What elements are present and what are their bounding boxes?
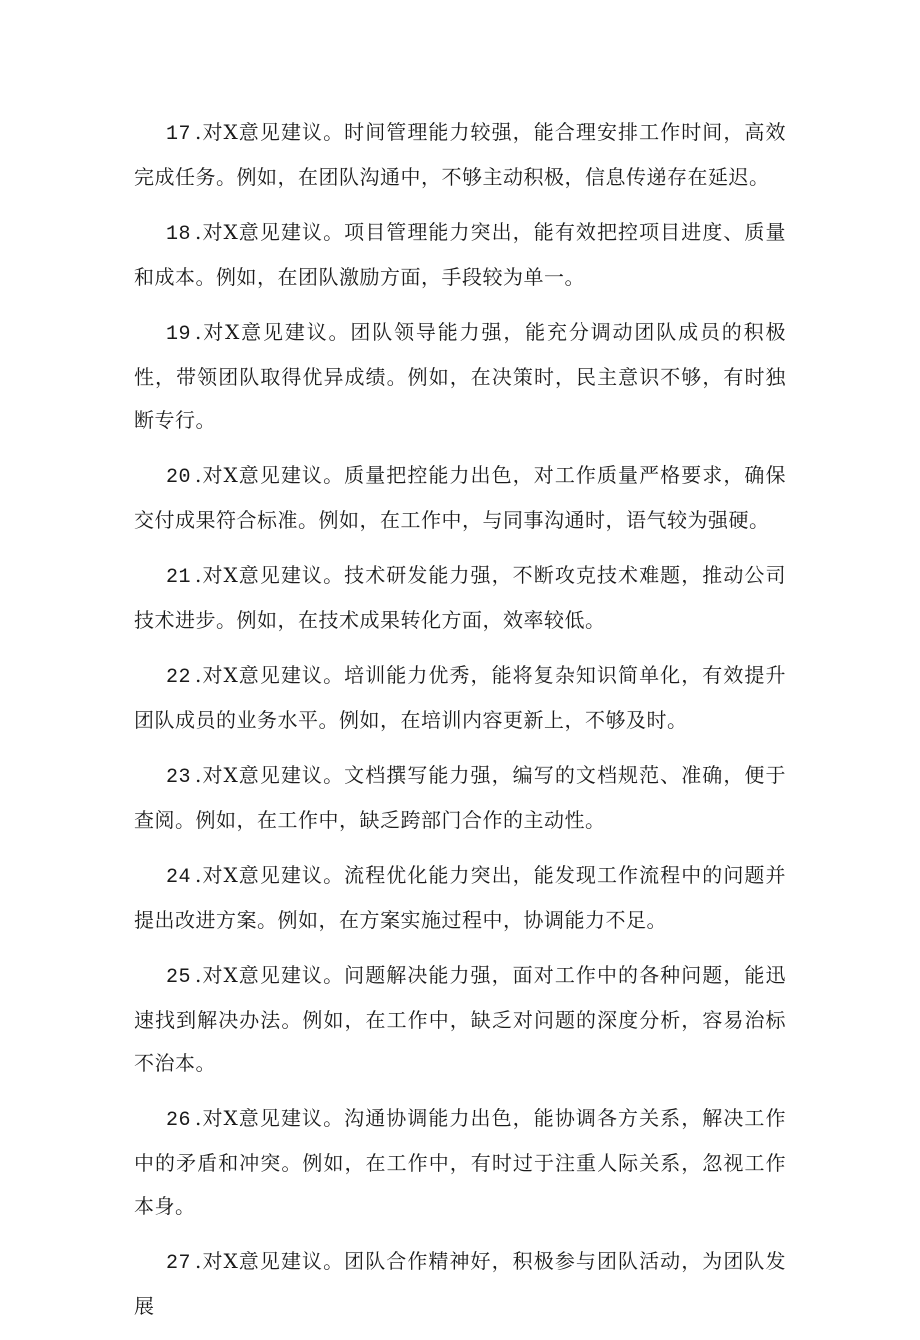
list-item [134, 554, 786, 642]
item-number: 23 [166, 766, 192, 789]
item-number: 18 [166, 223, 192, 246]
list-item [134, 111, 786, 199]
list-item [134, 754, 786, 842]
list-item [134, 454, 786, 542]
item-number: 24 [166, 866, 192, 889]
item-number: 21 [166, 566, 192, 589]
item-number: 20 [166, 466, 192, 489]
list-item [134, 1240, 786, 1328]
item-text: .对X意见建议。文档撰写能力强，编写的文档规范、准确，便于查阅。例如，在工作中，缺乏跨部门合作的主动性。 [134, 763, 786, 832]
item-number: 27 [166, 1252, 192, 1275]
item-text: .对X意见建议。培训能力优秀，能将复杂知识简单化，有效提升团队成员的业务水平。例如，在培训内容更新上，不够及时。 [134, 663, 786, 732]
list-item [134, 854, 786, 942]
item-number: 19 [166, 323, 192, 346]
item-number: 17 [166, 123, 192, 146]
list-item [134, 654, 786, 742]
item-text: .对X意见建议。问题解决能力强，面对工作中的各种问题，能迅速找到解决办法。例如，在工作中，缺乏对问题的深度分析，容易治标不治本。 [134, 963, 786, 1075]
list-item [134, 1097, 786, 1228]
item-text: .对X意见建议。技术研发能力强，不断攻克技术难题，推动公司技术进步。例如，在技术成果转化方面，效率较低。 [134, 563, 786, 632]
document-body [134, 111, 786, 1340]
item-text: .对X意见建议。流程优化能力突出，能发现工作流程中的问题并提出改进方案。例如，在方案实施过程中，协调能力不足。 [134, 863, 786, 932]
item-text: .对X意见建议。质量把控能力出色，对工作质量严格要求，确保交付成果符合标准。例如，在工作中，与同事沟通时，语气较为强硬。 [134, 463, 786, 532]
list-item [134, 211, 786, 299]
item-number: 26 [166, 1109, 192, 1132]
item-number: 25 [166, 966, 192, 989]
item-text: .对X意见建议。时间管理能力较强，能合理安排工作时间，高效完成任务。例如，在团队沟通中，不够主动积极，信息传递存在延迟。 [134, 120, 786, 189]
item-number: 22 [166, 666, 192, 689]
item-text: .对X意见建议。团队领导能力强，能充分调动团队成员的积极性，带领团队取得优异成绩。例如，在决策时，民主意识不够，有时独断专行。 [134, 320, 786, 432]
list-item [134, 954, 786, 1085]
item-text: .对X意见建议。团队合作精神好，积极参与团队活动，为团队发展 [134, 1249, 786, 1318]
list-item [134, 311, 786, 442]
item-text: .对X意见建议。项目管理能力突出，能有效把控项目进度、质量和成本。例如，在团队激励方面，手段较为单一。 [134, 220, 786, 289]
item-text: .对X意见建议。沟通协调能力出色，能协调各方关系，解决工作中的矛盾和冲突。例如，在工作中，有时过于注重人际关系，忽视工作本身。 [134, 1106, 786, 1218]
